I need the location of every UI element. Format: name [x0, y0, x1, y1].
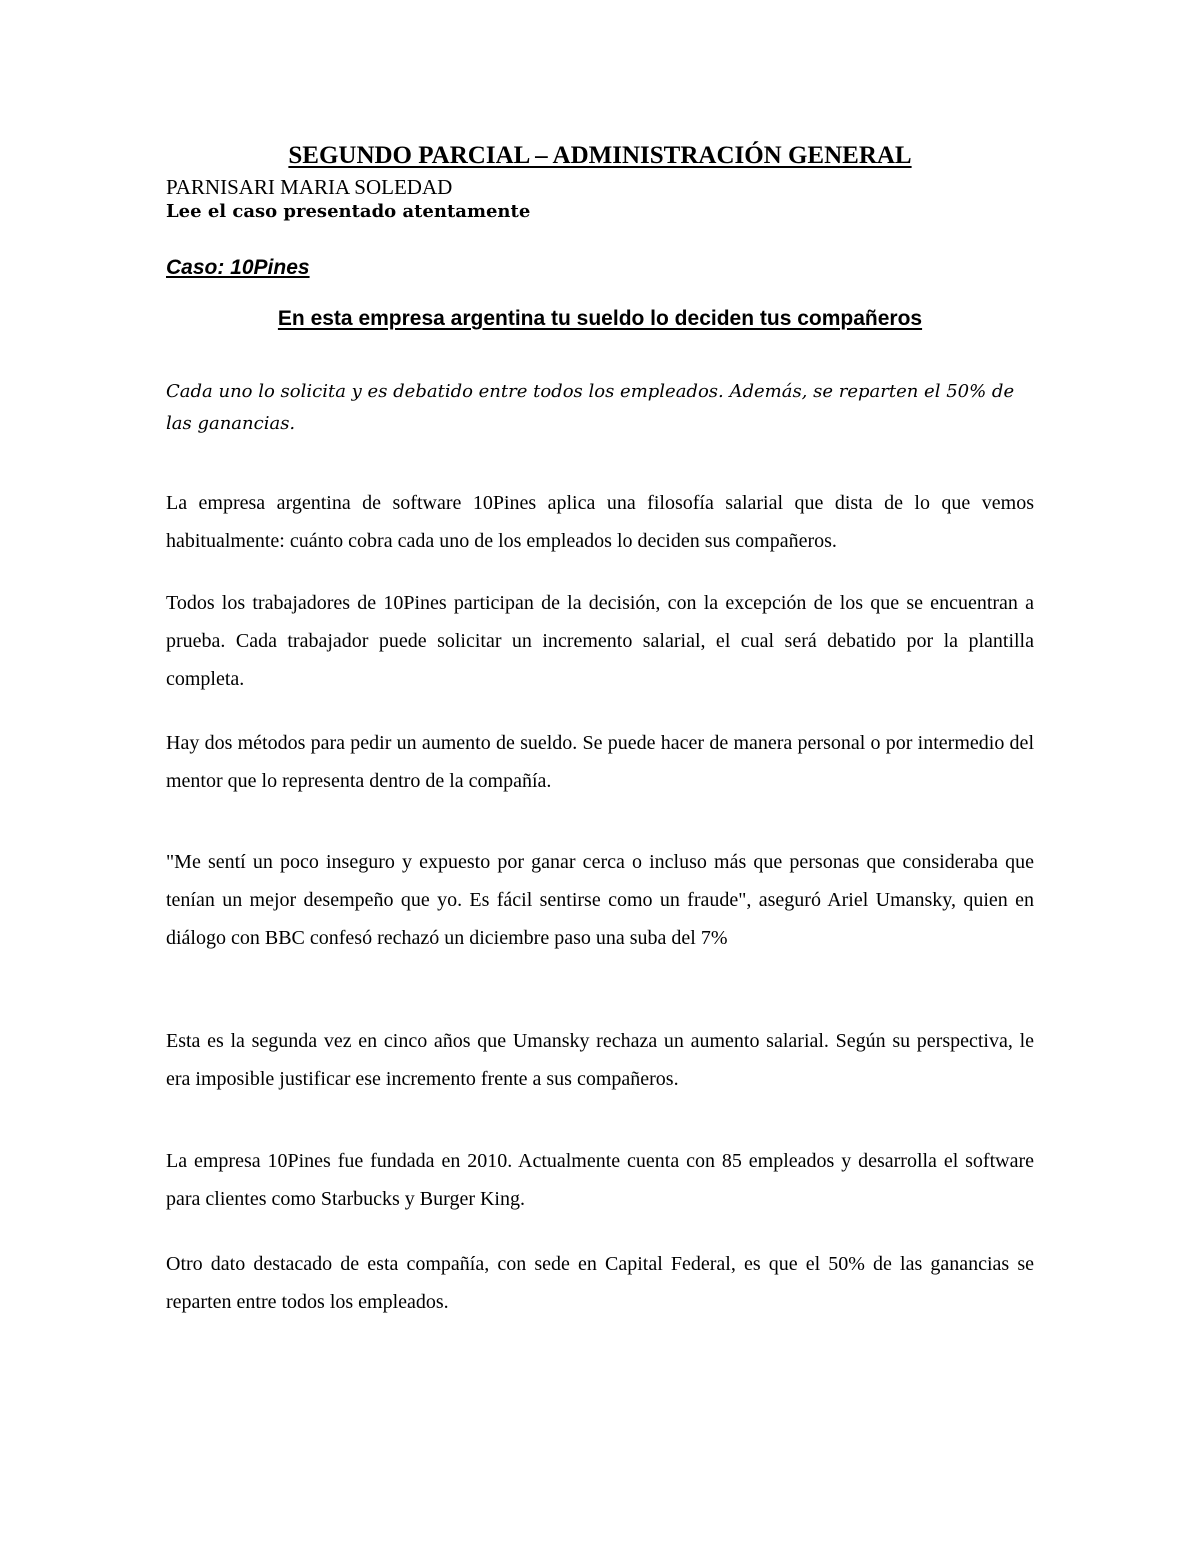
paragraph: Otro dato destacado de esta compañía, con sede en Capital Federal, es que el 50% de las ganancias se reparten entre todos los empleados. [166, 1253, 1034, 1313]
instruction-text: Lee el caso presentado atentamente [166, 201, 531, 222]
paragraph: Todos los trabajadores de 10Pines participan de la decisión, con la excepción de los que se encuentran a prueba. Cada trabajador puede solicitar un incremento salarial, el cual será debatido por la plantilla completa. [166, 592, 1034, 690]
document-title: SEGUNDO PARCIAL – ADMINISTRACIÓN GENERAL [288, 142, 912, 169]
quote-paragraph: "Me sentí un poco inseguro y expuesto por ganar cerca o incluso más que personas que consideraba que tenían un mejor desempeño que yo. Es fácil sentirse como un fraude", aseguró Ariel Umansky, quien en diálogo con BBC confesó rechazó un diciembre paso una suba del 7% [166, 851, 1034, 949]
author-name: PARNISARI MARIA SOLEDAD [166, 175, 453, 199]
article-subheadline: Cada uno lo solicita y es debatido entre todos los empleados. Además, se reparten el 50% de las ganancias. [166, 381, 1015, 434]
paragraph: La empresa argentina de software 10Pines aplica una filosofía salarial que dista de lo que vemos habitualmente: cuánto cobra cada uno de los empleados lo deciden sus compañeros. [166, 492, 1034, 552]
paragraph: La empresa 10Pines fue fundada en 2010. Actualmente cuenta con 85 empleados y desarrolla el software para clientes como Starbucks y Burger King. [166, 1150, 1034, 1210]
case-label: Caso: 10Pines [166, 256, 310, 279]
paragraph: Hay dos métodos para pedir un aumento de sueldo. Se puede hacer de manera personal o por intermedio del mentor que lo representa dentro de la compañía. [166, 732, 1034, 792]
article-headline: En esta empresa argentina tu sueldo lo deciden tus compañeros [277, 307, 923, 330]
paragraph: Esta es la segunda vez en cinco años que Umansky rechaza un aumento salarial. Según su perspectiva, le era imposible justificar ese incremento frente a sus compañeros. [166, 1030, 1034, 1090]
